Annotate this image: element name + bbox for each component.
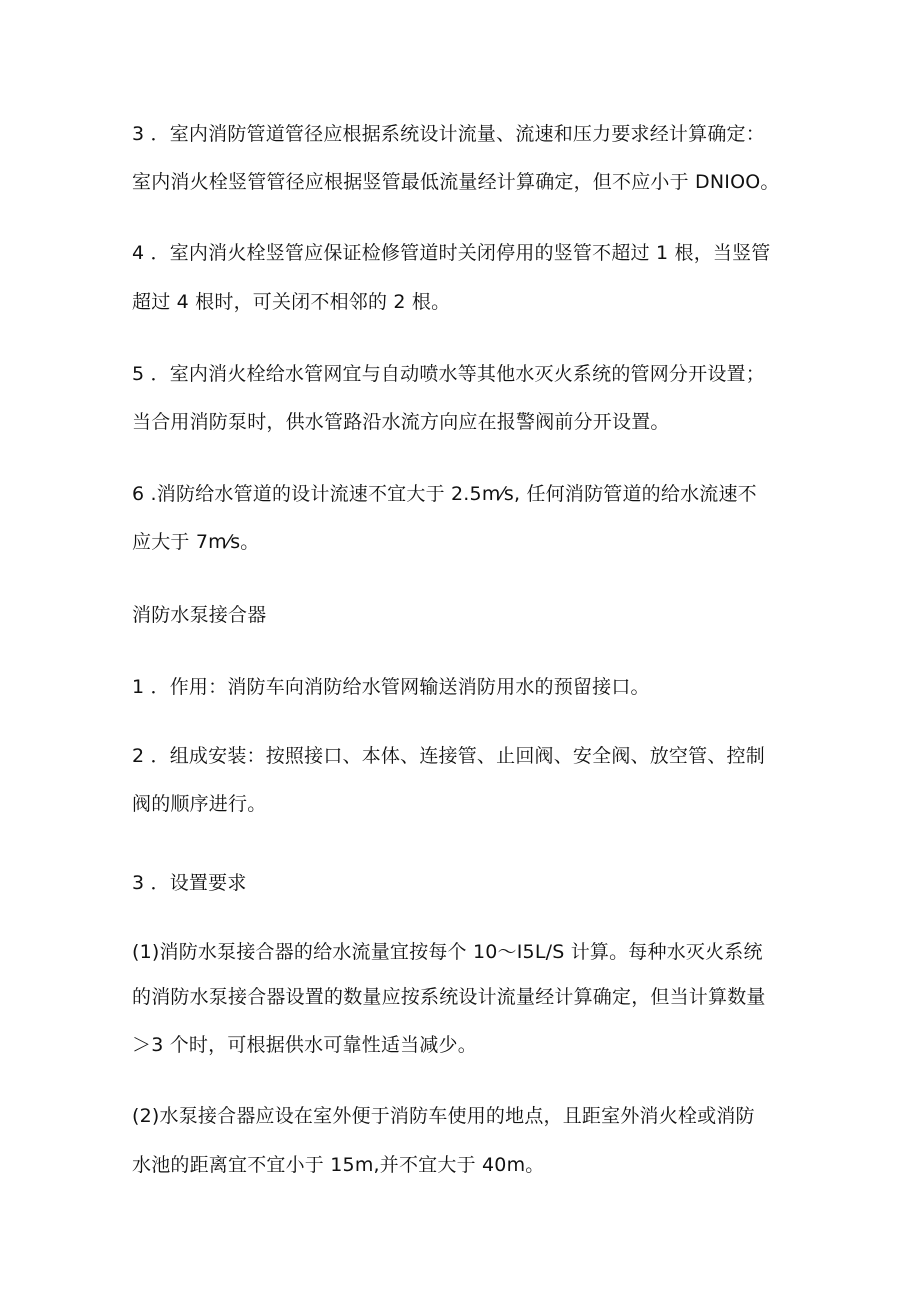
paragraph-9-line-1: (1)消防水泵接合器的给水流量宜按每个 10～I5L/S 计算。每种水灭火系统 bbox=[132, 941, 763, 963]
paragraph-2-line-2: 超过 4 根时，可关闭不相邻的 2 根。 bbox=[132, 291, 451, 313]
paragraph-4-line-2: 应大于 7m⁄s。 bbox=[132, 531, 260, 553]
paragraph-7-line-1: 2 ．组成安装：按照接口、本体、连接管、止回阀、安全阀、放空管、控制 bbox=[132, 745, 765, 767]
paragraph-1-line-1: 3 ．室内消防管道管径应根据系统设计流量、流速和压力要求经计算确定： bbox=[132, 123, 765, 145]
section-heading: 消防水泵接合器 bbox=[132, 604, 267, 626]
paragraph-3-line-2: 当合用消防泵时，供水管路沿水流方向应在报警阀前分开设置。 bbox=[132, 411, 670, 433]
paragraph-3-line-1: 5 ．室内消火栓给水管网宜与自动喷水等其他水灭火系统的管网分开设置； bbox=[132, 363, 765, 385]
paragraph-8-line-1: 3 ．设置要求 bbox=[132, 872, 247, 894]
paragraph-10-line-2: 水池的距离宜不宜小于 15m,并不宜大于 40m。 bbox=[132, 1154, 545, 1176]
paragraph-7-line-2: 阀的顺序进行。 bbox=[132, 793, 267, 815]
paragraph-4-line-1: 6 .消防给水管道的设计流速不宜大于 2.5m⁄s, 任何消防管道的给水流速不 bbox=[132, 483, 757, 505]
paragraph-10-line-1: (2)水泵接合器应设在室外便于消防车使用的地点，且距室外消火栓或消防 bbox=[132, 1105, 755, 1127]
paragraph-9-line-3: ＞3 个时，可根据供水可靠性适当减少。 bbox=[132, 1034, 477, 1056]
paragraph-9-line-2: 的消防水泵接合器设置的数量应按系统设计流量经计算确定，但当计算数量 bbox=[132, 986, 766, 1008]
paragraph-6-line-1: 1 ．作用：消防车向消防给水管网输送消防用水的预留接口。 bbox=[132, 676, 650, 698]
paragraph-1-line-2: 室内消火栓竖管管径应根据竖管最低流量经计算确定，但不应小于 DNIOO。 bbox=[132, 171, 780, 193]
paragraph-2-line-1: 4 ．室内消火栓竖管应保证检修管道时关闭停用的竖管不超过 1 根，当竖管 bbox=[132, 242, 771, 264]
